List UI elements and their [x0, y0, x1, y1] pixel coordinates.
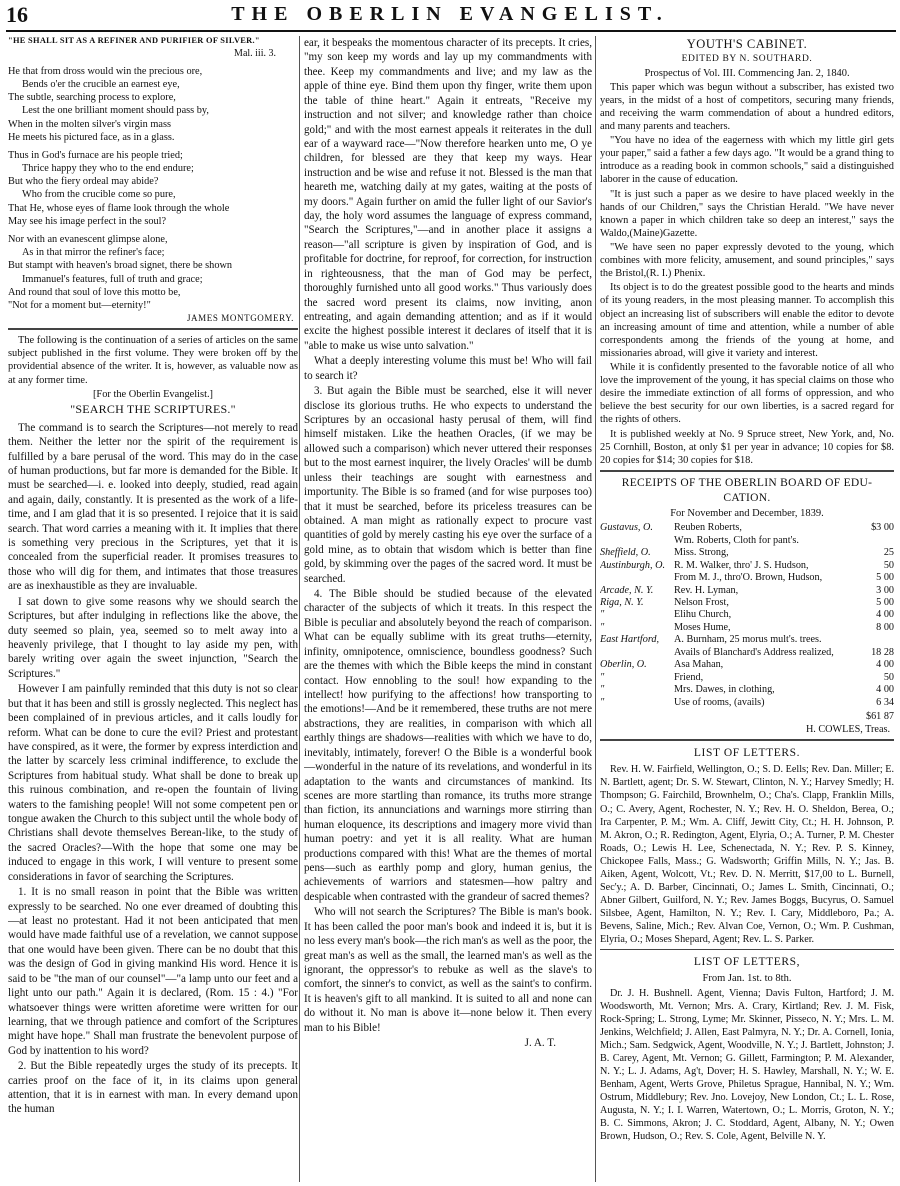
- receipt-row: [600, 697, 894, 709]
- cabinet-paragraph: Its object is to do the greatest possible good to the hearts and minds of its young readers, in the most pleasing manner. To accomplish this object an increasing list of subscribers will enable the editor to devote an increasing amount of time and attention, while a number of able correspondents among the friends of the young at home, and missionaries abroad, will give it variety and interest.: [600, 282, 894, 359]
- poem-line: Immanuel's features, full of truth and grace;: [22, 273, 203, 285]
- receipt-place: Gustavus, O.: [600, 522, 653, 534]
- poem-line: And round that soul of love this motto be,: [8, 286, 181, 298]
- cabinet-paragraph: While it is confidently presented to the favorable notice of all who love the improvement of the young, it has special claims on those who desire the immediate extinction of all forms of oppression, and who believe the best security for our own liberties, is a sacred regard for the rights of others.: [600, 362, 894, 426]
- receipt-description: Reuben Roberts,: [674, 522, 742, 534]
- receipt-row: [600, 547, 894, 559]
- poem-line: As in that mirror the refiner's face;: [22, 247, 165, 259]
- cabinet-paragraph: "We have seen no paper expressly devoted to the young, which combines with more felicity, amusement, and sound principles," says the Bristol,(R. I.) Phenix.: [600, 242, 894, 280]
- receipt-row: [600, 672, 894, 684]
- poem-line: When in the molten silver's virgin mass: [8, 118, 171, 130]
- newspaper-title: THE OBERLIN EVANGELIST.: [231, 3, 669, 25]
- receipt-place: [600, 535, 674, 547]
- letters-list: Dr. J. H. Bushnell. Agent, Vienna; Davis Fulton, Hartford; J. M. Woodsworth, Mt. Vernon; Mrs. A. Crary, Kirtland; Rev. J. M. Fisk, Rock-Spring; L. Strong, Lyme; Mr. Skinner, Pisseco, N. Y.; Mrs. L. M. Jenkins, Welchfield; J. Allen, East Palmyra, N. Y.; Dr. A. Cornell, Ionia, Mich.; Sam. Sedgwick, Agent, Woodville, N. Y.; J. Bartlett, Johnston; J. B. Carey, Agent, Mt. Vernon; G. Gillett, Farmington; P. M. Alexander, N. Y.; L. J. Adams, Ag't, Dover; H. S. Hawley, Marshall, N. Y.; W. E. Benham, Agent, Werts Grove, Philetus Sprague, Hannibal, N. Y.; Wm. Ostrum, Middlebury; Rev. Jno. Lovejoy, New London, Ct.; L. L. Rose, Augusta, N. Y.; I. I. Warren, Watertown, O.; L. Morris, Groton, N. Y.; B. C. Simmons, Akron; J. C. Stoddard, Agent, Albany, N. Y.; Owen Brown, Hudson, O.; Rev. S. Cole, Agent, Belville N. Y.: [600, 987, 894, 1143]
- article-paragraph: What a deeply interesting volume this must be! Who will fail to search it?: [304, 355, 592, 382]
- receipt-row: [600, 535, 894, 547]
- receipt-place: Austinburgh, O.: [600, 559, 665, 571]
- receipts-title: RECEIPTS OF THE OBERLIN BOARD OF EDU-: [621, 476, 873, 489]
- poem-stanza: [8, 65, 298, 144]
- receipt-amount: 5 00: [876, 572, 894, 584]
- receipt-description: Miss. Strong,: [674, 547, 729, 559]
- cabinet-paragraph: It is published weekly at No. 9 Spruce street, New York, and, No. 25 Cornhill, Boston, at only $1 per year in advance; 10 copies for $8. 20 copies for $14; 30 copies for $18.: [600, 428, 894, 466]
- poem-line: He that from dross would win the precious ore,: [8, 65, 203, 77]
- receipt-amount: 50: [883, 671, 894, 683]
- receipt-amount: 4 00: [876, 659, 894, 671]
- poem-line: Bends o'er the crucible an earnest eye,: [22, 79, 180, 91]
- poem-stanza: [8, 233, 298, 312]
- poem-author: JAMES MONTGOMERY.: [186, 313, 294, 324]
- receipt-row: [600, 684, 894, 696]
- poem-line: He meets his pictured face, as in a glass.: [8, 131, 175, 143]
- masthead-rule: [6, 30, 896, 32]
- receipt-amount: 5 00: [876, 597, 894, 609]
- poem-line: May see his image perfect in the soul?: [8, 215, 167, 227]
- cabinet-editor: EDITED BY N. SOUTHARD.: [681, 54, 813, 65]
- receipt-description: A. Burnham, 25 morus mult's. trees.: [674, 634, 822, 646]
- masthead: [0, 0, 900, 26]
- column-divider: [595, 36, 596, 1182]
- receipt-description: Moses Hume,: [674, 621, 731, 633]
- article-paragraph: 3. But again the Bible must be searched, else it will never disclose its glorious truths. He who expects to understand the Scriptures by an occasional hasty perusal of them, will find himself mistaken. Like the heathen Oracles, (if we may be allowed such a comparison) which never uttered their responses but to the most earnest inquirer, the lively Oracles' will be dumb unless their teachings are sought with earnestness and importunity. The Bible is so framed (and for wise purposes too) that it must be searched, before its priceless treasures can be obtained. A man might as rationally expect to procure vast quantities of gold by merely casting his eye over the surface of a gold mine, as to obtain that wisdom which is better than fine gold, by skimming over the pages of the sacred word. It must be searched.: [304, 385, 592, 585]
- receipt-amount: 18 28: [871, 646, 894, 658]
- article-paragraph: 1. It is no small reason in point that the Bible was written expressly to be searched. No one ever dreamed of doubting this—at least no protestant. Had it not been anticipated that men would have made faithful use of a revelation, we cannot suppose that one would have been given. There can be no doubt that this was the design of God in giving mankind His word. Hence it is said to be "the man of our counsel"—"a lamp unto our feet and a light unto our path." Again it is declared, (Rom. 15 : 4.) "For whatsoever things were written aforetime were written for our learning, that we through patience and comfort of the Scriptures might have hope." Shall man frustrate the benevolent purpose of God by inattention to his word?: [8, 886, 298, 1057]
- article-paragraph: 4. The Bible should be studied because of the elevated character of the subjects of which it treats. In this respect the Bible is peculiar and absolutely beyond the reach of comparison. What can be equally sublime with its great truths—eternity, infinity, omnipotence, omniscience, boundless goodness? Such are the themes with which the Bible keeps the mind in constant contact. How ennobling to the soul! how expanding to the intellect! how purifying to the affections! how transporting to the emotions!—And be it remembered, these truths are not mere abstractions, they are realities, in comparison with which all earthly things are shadows—realities with which we have to do, inevitably, intimately, forever! O the Bible is a wonderful book—wonderful in the nature of its revelations, and wonderful in its adaptation to the wants and circumstances of mankind. Its scenes are more startling than romance, its truths more strange than fiction, its annunciations and warnings more stirring than human eloquence, its descriptions and imagery more vivid than human poetry: and yet it is all reality. What are human productions compared with this! What are the themes of mortal pens—such as earthly pomp and glory, human genius, the achievements of warriors and statesmen—how paltry and despicable when contrasted with the grandeur of sacred themes?: [304, 588, 592, 903]
- receipt-place: ": [600, 671, 605, 683]
- receipt-place: ": [600, 609, 605, 621]
- article-paragraph: 2. But the Bible repeatedly urges the study of its precepts. It carries proof on the face of it, in its claims upon general attention, that it is in earnest with man. In every demand upon the human: [8, 1060, 298, 1116]
- receipt-description: Rev. H. Lyman,: [674, 584, 739, 596]
- editor-note: The following is the continuation of a series of articles on the same subject published in the first volume. They were broken off by the providential absence of the writer. It is, however, as valuable now as at any former time.: [8, 334, 298, 386]
- section-rule: [600, 470, 894, 472]
- poem-line: That He, whose eyes of flame look through the whole: [8, 202, 230, 214]
- receipt-row: [600, 622, 894, 634]
- section-rule: [600, 949, 894, 950]
- receipt-amount: $3 00: [871, 522, 894, 534]
- column-2: [304, 36, 592, 1182]
- receipt-amount: 4 00: [876, 609, 894, 621]
- column-divider: [299, 36, 300, 1182]
- receipt-amount: [848, 634, 894, 646]
- letters-title: LIST OF LETTERS,: [693, 956, 801, 969]
- receipt-row: [600, 597, 894, 609]
- receipts-treasurer: H. COWLES, Treas.: [805, 724, 890, 736]
- receipt-place: [600, 572, 674, 584]
- poem-line: Thus in God's furnace are his people tried;: [8, 149, 183, 161]
- section-rule: [8, 328, 298, 330]
- cabinet-paragraph: "It is just such a paper as we desire to have placed weekly in the hands of our Children," says the Christian Herald. "We have never known a paper in which children take so deep an interest," says the Waldo,(Maine)Gazette.: [600, 188, 894, 239]
- receipts-subtitle: For November and December, 1839.: [670, 507, 824, 519]
- receipt-description: Asa Mahan,: [674, 659, 724, 671]
- receipt-description: Avails of Blanchard's Address realized,: [674, 646, 834, 658]
- article-paragraph: ear, it bespeaks the momentous character of its precepts. It cries, "my son keep my words and lay up my commandments with thee. Keep my commandments and live; and my law as the apple of thine eye. Bind them upon thy finger, write them upon the table of thine heart." Again it entreats, "Receive my instruction and not silver; and knowledge rather than choice gold;" and with the most earnest appeals it reiterates in the dull ear of a wayward race—"Now therefore hearken unto me, O ye children, for blessed are they that keep my ways. Hear instruction and be wise and refuse it not. Blessed is the man that heareth me, watching daily at my gates, waiting at the posts of my doors." Again further on amid the fuller light of our Savior's day, the holy word assumes the language of express command, "Search the Scriptures,"—and in another place it assigns a reason—"all scripture is given by inspiration of God, and is profitable for doctrine, for reproof, for correction, for instruction in righteousness, that the man of God may be perfect, thoroughly furnished unto all good works." Thus variously does the sacred word present its claims, now inviting, anon entreating, and again demanding attention; and as if it would excite the highest possible interest it declares of itself that it is "able to make us wise unto salvation.": [304, 37, 592, 352]
- article-paragraph: The command is to search the Scriptures—not merely to read them. Neither the letter nor the spirit of the requirement is fulfilled by a bare perusal of the word. This may do in the case of human productions, but far more is demanded for the Bible. It must be searched—i. e. looked into deeply, studied, read again and again, daily, constantly. It is presented as the work of a life-time, and I am glad that it is so presented. I rejoice that it is said search. That word carries a meaning with it. It implies that there is something very precious in the Scriptures, yet that it is concealed from the superficial reader. It promises treasures to those who will dig for them, and intimates that those treasures are as inexhaustible as they are invaluable.: [8, 421, 298, 593]
- cabinet-paragraph: This paper which was begun without a subscriber, has existed two years, in the midst of a host of competitors, securing many friends, and receiving the warm commendation of about a hundred editors, and many parents and teachers.: [600, 81, 894, 133]
- poem-line: But who the fiery ordeal may abide?: [8, 176, 159, 188]
- column-3: [600, 36, 894, 1182]
- receipt-row: [600, 572, 894, 584]
- receipt-description: Wm. Roberts, Cloth for pant's.: [674, 534, 799, 546]
- receipt-description: Elihu Church,: [674, 609, 732, 621]
- poem-line: But stampt with heaven's broad signet, there be shown: [8, 260, 233, 272]
- receipt-place: ": [600, 621, 605, 633]
- letters-subtitle: From Jan. 1st. to 8th.: [702, 972, 792, 984]
- receipt-description: R. M. Walker, thro' J. S. Hudson,: [674, 559, 809, 571]
- receipt-description: Use of rooms, (avails): [674, 696, 765, 708]
- cabinet-prospectus: Prospectus of Vol. III. Commencing Jan. 2, 1840.: [644, 67, 850, 79]
- letters-list: Rev. H. W. Fairfield, Wellington, O.; S. D. Eells; Rev. Dan. Miller; E. N. Bartlett, agent; Dr. S. W. Stewart, Clinton, N. Y.; Harvey Smedly; H. Thompson; G. Fairchild, Brownhelm, O.; Cha's. Clapp, Franklin Mills, O.; C. Avery, Agent, Rochester, N. Y.; Rev. H. O. Sheldon, Berea, O.; Ira Carpenter, P. M.; Wm. A. Cliff, Jewitt City, Ct.; H. H. Johnson, P. M. Akron, O.; R. Redington, Agent, Elyria, O.; A. Turner, P. M. Chester Roads, O.; Lewis H. Lee, Schenectada, N. Y.; Rev. P. S. Kinney, Chickopee Falls, Mass.; G. Wadsworth; Griffin Mills, N. Y.; Jas. B. Aiken, Agent, Wolcott, Vt.; Rev. D. N. Merritt, $17,00 to L. Burnell, Sec'y.; A. D. Barber, Cincinnati, O.; James L. Smith, Cincinnati, O.; Abner Gilbert, Guilford, N. Y.; Rev. James Boggs, Bucyrus, O. Samuel Silsbee, Agent, Hamilton, N. Y.; Rev. I. Cary, Middleboro, Pa.; A. Bevens, Saline, Mich.; Rev. Alvan Coe, Vernon, O.; Wm. P. Cushman, Elyria, O.; Moses Shepard, Agent; Rev. L. S. Parker.: [600, 764, 894, 945]
- article-signature: J. A. T.: [524, 1037, 556, 1050]
- receipt-amount: [848, 535, 894, 547]
- receipt-amount: 8 00: [876, 621, 894, 633]
- receipt-amount: 25: [883, 547, 894, 559]
- receipt-row: [600, 659, 894, 671]
- cabinet-title: YOUTH'S CABINET.: [686, 37, 808, 51]
- receipt-amount: 50: [883, 559, 894, 571]
- receipt-place: [600, 647, 674, 659]
- poem-line: "Not for a moment but—eternity!": [8, 299, 151, 311]
- poem-line: Thrice happy they who to the end endure;: [22, 163, 194, 175]
- poem-line: Lest the one brilliant moment should pass by,: [22, 105, 209, 117]
- receipt-place: Riga, N. Y.: [600, 597, 644, 609]
- article-paragraph: I sat down to give some reasons why we should search the Scriptures, but after indulging in reflections like the above, the duty seemed so plain, yea, seemed so to melt away into a heavenly privilege, that I thought to lay aside my pen, with barely writing over again the sweet injunction, "Search the Scriptures.": [8, 595, 298, 680]
- article-title: "SEARCH THE SCRIPTURES.": [70, 402, 236, 417]
- receipt-description: Mrs. Dawes, in clothing,: [674, 684, 775, 696]
- article-source-line: [For the Oberlin Evangelist.]: [92, 388, 214, 400]
- receipt-place: ": [600, 684, 605, 696]
- receipt-place: ": [600, 696, 605, 708]
- receipts-total: $61 87: [865, 710, 894, 722]
- poem-stanza: [8, 149, 298, 228]
- receipts-title-cont: CATION.: [723, 491, 771, 504]
- column-1: [8, 36, 298, 1182]
- poem-line: The subtle, searching process to explore,: [8, 92, 176, 104]
- receipt-row: [600, 647, 894, 659]
- letters-title: LIST OF LETTERS.: [693, 747, 801, 760]
- poem-line: Who from the crucible come so pure,: [22, 189, 176, 201]
- poem-line: Nor with an evanescent glimpse alone,: [8, 233, 168, 245]
- receipt-amount: 3 00: [876, 584, 894, 596]
- receipt-place: Arcade, N. Y.: [600, 584, 654, 596]
- receipt-place: East Hartford,: [600, 634, 660, 646]
- receipt-description: Nelson Frost,: [674, 597, 729, 609]
- article-paragraph: However I am painfully reminded that this duty is not so clear but that it has been and still is grossly neglected. This neglect has been complained of in previous articles, and it calls loudly for reform. What can be done to cure the evil? Priest and protestant have conspired, as it were, the former by express interdiction and the latter by scarcely less criminal indifference, to exclude the Scriptures from habitual study. What shall be done to break up this ruinous combination, and re-open the fountain of living waters to the famishing people! Will not some competent pen or tongue awaken the Church to this subject until the whole body of Christians shall devote themselves Berean-like, to the study of the sacred Oracles?—With the hope that some one may be induced to engage in this work, I will venture to present some considerations in favor of searching the Scriptures.: [8, 683, 298, 883]
- receipt-description: Friend,: [674, 671, 704, 683]
- receipt-description: From M. J., thro'O. Brown, Hudson,: [674, 572, 823, 584]
- receipts-table: [600, 522, 894, 709]
- section-rule: [600, 739, 894, 741]
- poem-heading: "HE SHALL SIT AS A REFINER AND PURIFIER OF SILVER.": [8, 36, 260, 45]
- receipt-row: [600, 634, 894, 646]
- receipt-place: Oberlin, O.: [600, 659, 647, 671]
- poem-reference: Mal. iii. 3.: [234, 47, 276, 59]
- receipt-row: [600, 609, 894, 621]
- receipt-amount: 4 00: [876, 684, 894, 696]
- receipt-amount: 6 34: [876, 696, 894, 708]
- receipt-row: [600, 522, 894, 534]
- receipt-place: Sheffield, O.: [600, 547, 651, 559]
- cabinet-paragraph: "You have no idea of the eagerness with which my little girl gets your paper," said a father a few days ago. "It would be a grand thing to introduce as a reading book in common schools," said a distinguished laborer in the cause of education.: [600, 135, 894, 186]
- page-number: 16: [6, 2, 28, 27]
- receipt-row: [600, 560, 894, 572]
- receipt-row: [600, 585, 894, 597]
- article-paragraph: Who will not search the Scriptures? The Bible is man's book. It has been called the poor man's book and indeed it is, but it is no less every man's book—the rich man's as well as the poor, the great man's as well as the small, the learned man's as well as the ignorant, the oppressor's to rebuke as well as the slave's to comfort, the sinner's to convict, as well as the saint's to confirm. It is heaven's gift to all mankind. It is suited to all and none can do without it. No man is above it—none below it. Then every man to his Bible!: [304, 906, 592, 1034]
